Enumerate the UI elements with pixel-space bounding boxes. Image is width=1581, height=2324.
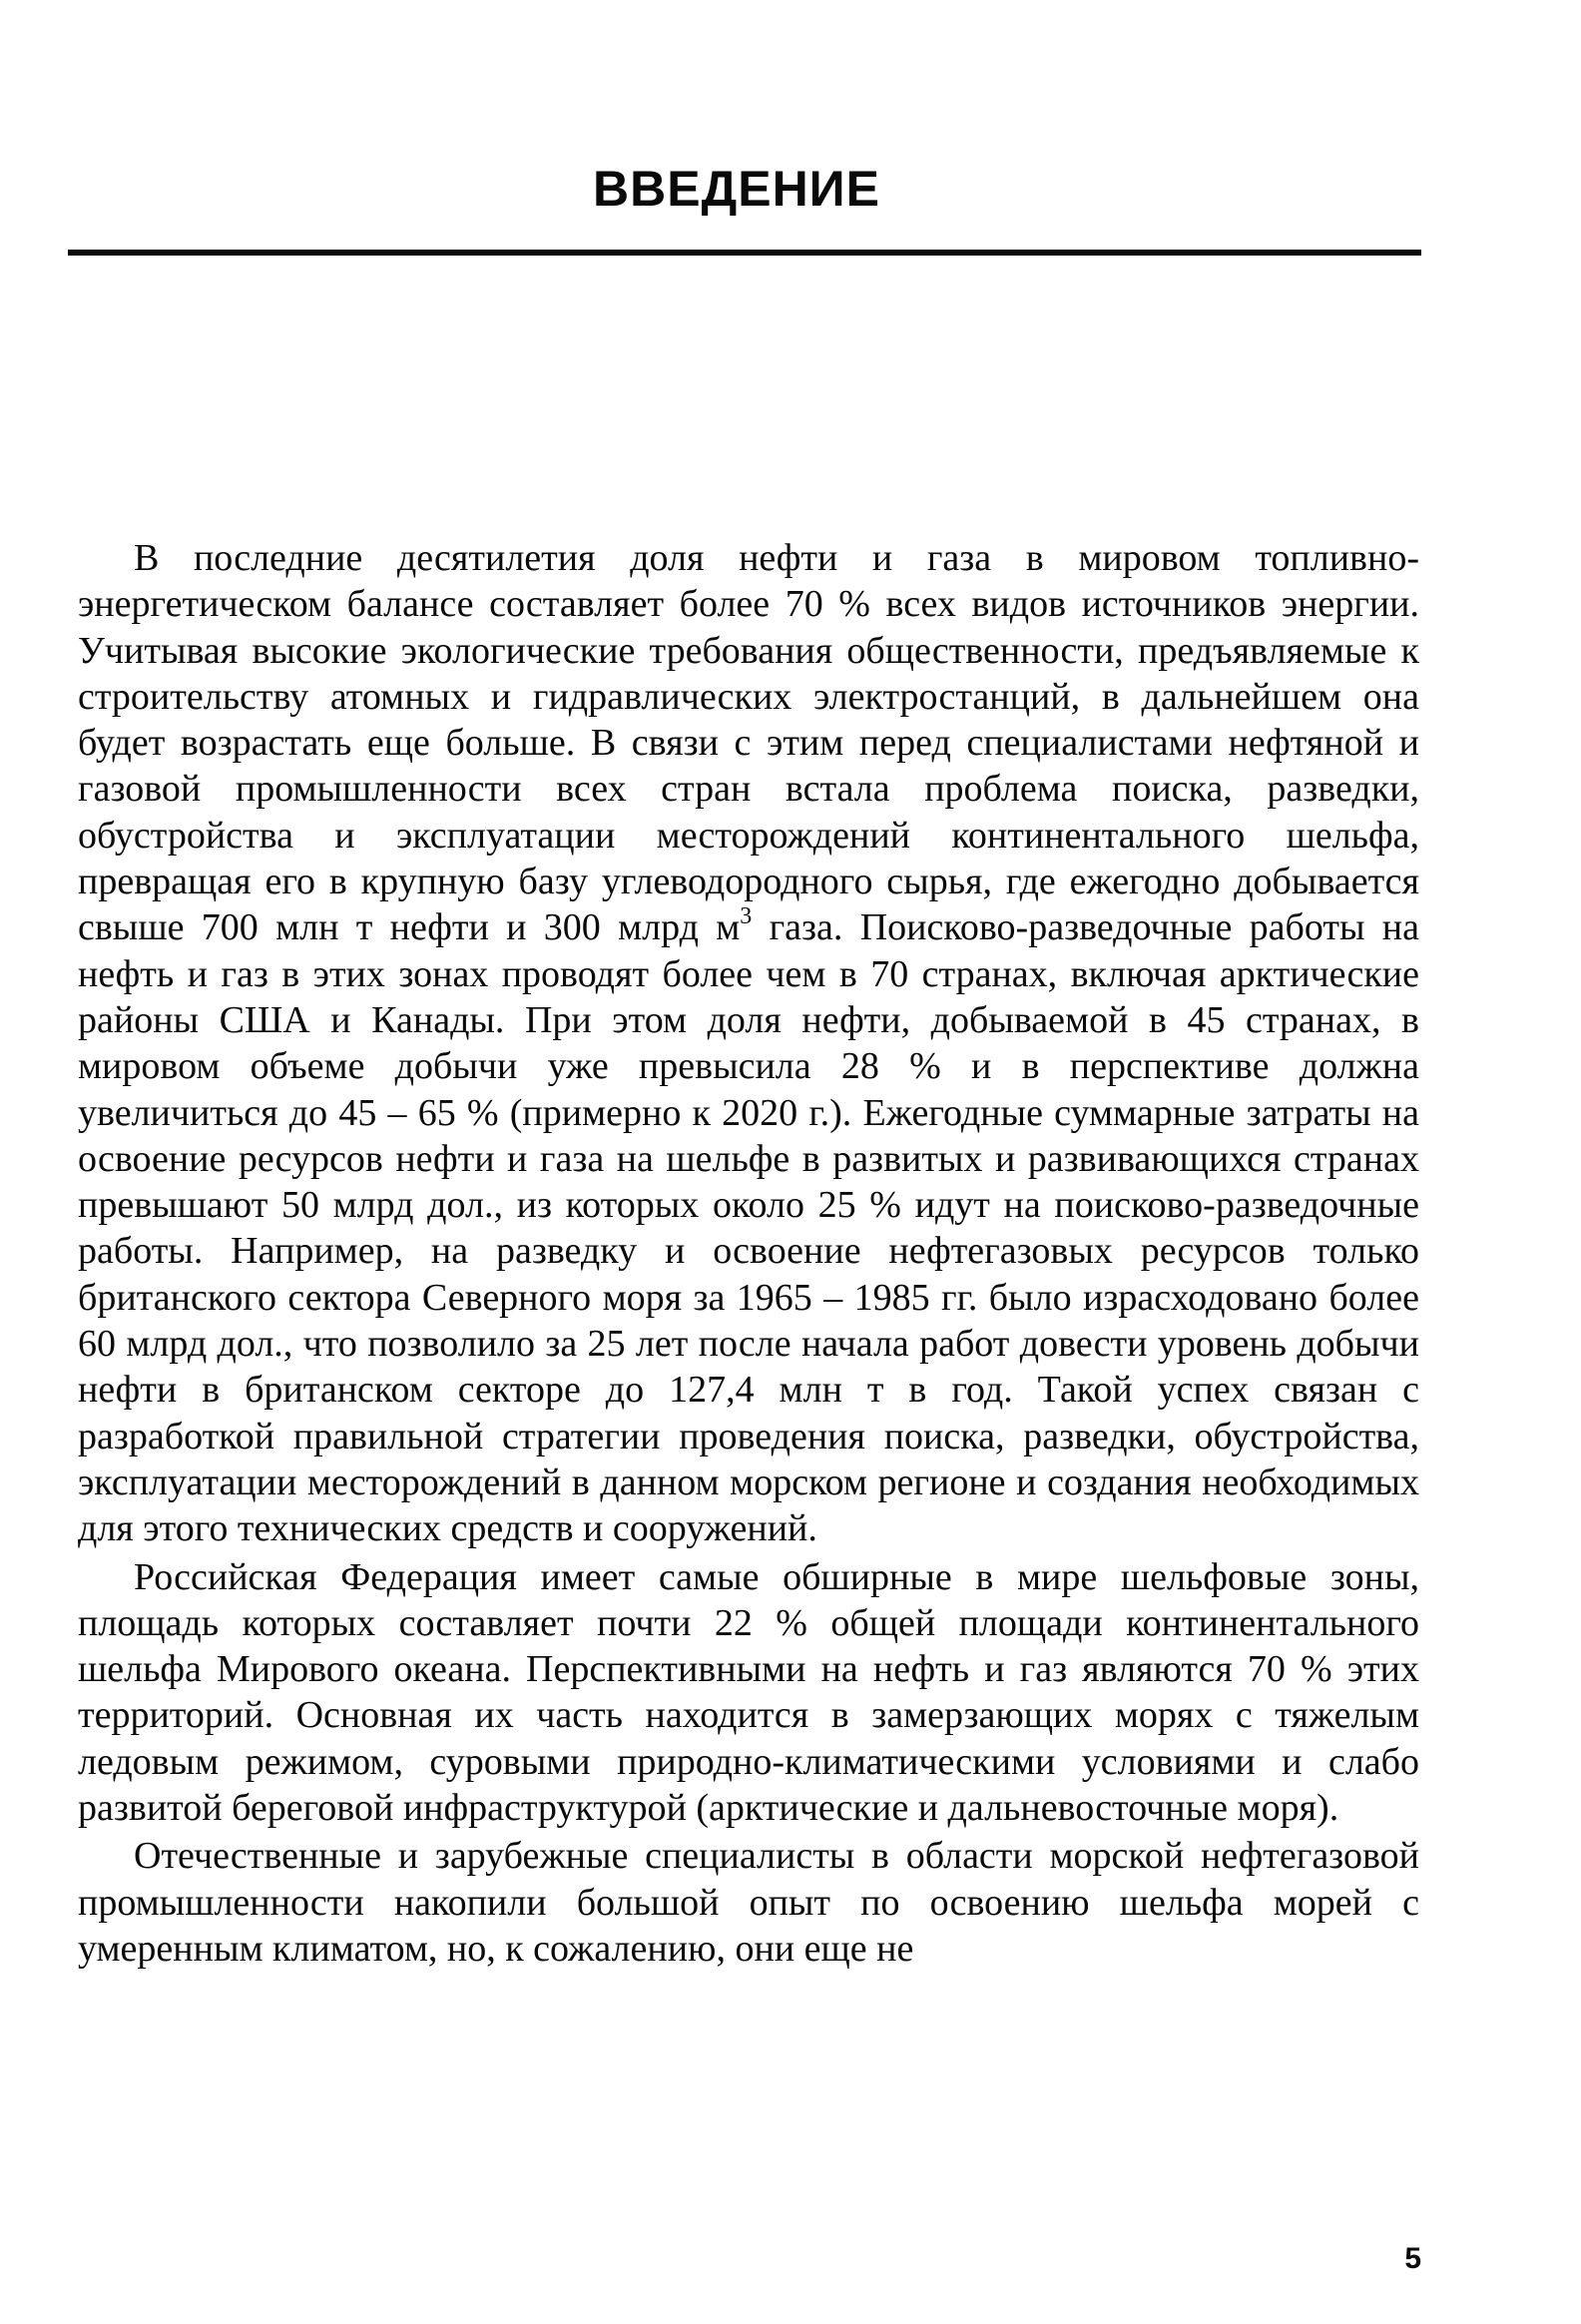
body-text <box>78 535 1419 1974</box>
page-number: 5 <box>1404 2242 1421 2275</box>
cubic-superscript: 3 <box>740 903 753 930</box>
paragraph-1 <box>78 535 1419 1552</box>
title-divider <box>68 250 1421 256</box>
paragraph-1-text: В последние десятилетия доля нефти и газа в мировом топливно-энергетическом балансе составляет более 70 % всех видов источников энергии. Учитывая высокие экологические требования общественности, предъявляемые к строительству атомных и гидравлических электростанций, в дальнейшем она будет возрастать еще больше. В связи с этим перед специалистами нефтяной и газовой промышленности всех стран встала проблема поиска, разведки, обустройства и эксплуатации месторождений континентального шельфа, превращая его в крупную базу углеводородного сырья, где ежегодно добывается свыше 700 млн т нефти и 300 млрд м <box>78 537 1419 949</box>
paragraph-1-text-continued: газа. Поисково-разведочные работы на нефть и газ в этих зонах проводят более чем в 70 странах, включая арктические районы США и Канады. При этом доля нефти, добываемой в 45 странах, в мировом объеме добычи уже превысила 28 % и в перспективе должна увеличиться до 45 – 65 % (примерно к 2020 г.). Ежегодные суммарные затраты на освоение ресурсов нефти и газа на шельфе в развитых и развивающихся странах превышают 50 млрд дол., из которых около 25 % идут на поисково-разведочные работы. Например, на разведку и освоение нефтегазовых ресурсов только британского сектора Северного моря за 1965 – 1985 гг. было израсходовано более 60 млрд дол., что позволило за 25 лет после начала работ довести уровень добычи нефти в британском секторе до 127,4 млн т в год. Такой успех связан с разработкой правильной стратегии проведения поиска, разведки, обустройства, эксплуатации месторождений в данном морском регионе и создания необходимых для этого технических средств и сооружений. <box>78 906 1419 1550</box>
chapter-title: ВВЕДЕНИЕ <box>593 161 880 217</box>
paragraph-3: Отечественные и зарубежные специалисты в области морской нефтегазовой промышленности накопили большой опыт по освоению шельфа морей с умеренным климатом, но, к сожалению, они еще не <box>78 1835 1419 1970</box>
paragraph-2: Российская Федерация имеет самые обширные в мире шельфовые зоны, площадь которых составляет почти 22 % общей площади континентального шельфа Мирового океана. Перспективными на нефть и газ являются 70 % этих территорий. Основная их часть находится в замерзающих морях с тяжелым ледовым режимом, суровыми природно-климатическими условиями и слабо развитой береговой инфраструктурой (арктические и дальневосточные моря). <box>78 1555 1419 1830</box>
